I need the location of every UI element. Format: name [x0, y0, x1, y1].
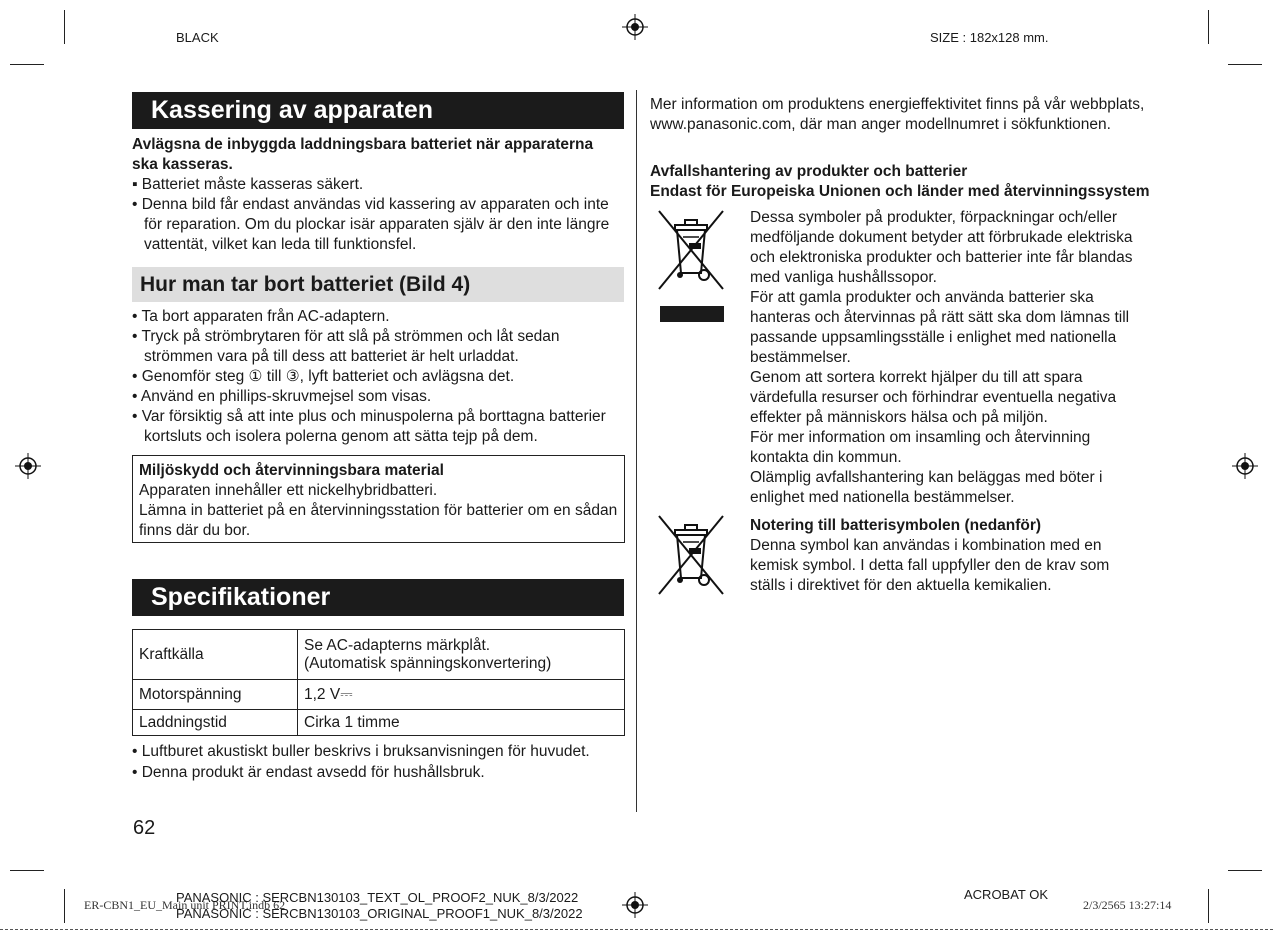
spec-bullet-1: • Luftburet akustiskt buller beskrivs i bruksanvisningen för huvudet.	[132, 743, 590, 760]
registration-mark-icon	[1232, 453, 1258, 479]
header-color-label: BLACK	[176, 30, 219, 45]
trim-line	[0, 929, 1273, 930]
header-size-label: SIZE : 182x128 mm.	[930, 30, 1049, 45]
table-row	[133, 710, 625, 736]
registration-mark-icon	[15, 453, 41, 479]
crop-mark	[1228, 64, 1262, 65]
crop-mark	[64, 10, 65, 44]
footer-proof-1: PANASONIC : SERCBN130103_TEXT_OL_PROOF2_NUK_8/3/2022	[176, 890, 579, 905]
crop-mark	[1208, 889, 1209, 923]
spec-table	[132, 629, 625, 736]
spec-value-line: Se AC-adapterns märkplåt.	[304, 636, 491, 654]
spec-value-line: (Automatisk spänningskonvertering)	[304, 654, 552, 672]
footer-file-info: ER-CBN1_EU_Main unit PRINT.indb 62	[84, 898, 286, 912]
spec-key: Laddningstid	[133, 710, 298, 736]
section-title-kassering: Kassering av apparaten	[132, 92, 624, 129]
avfall-text: Dessa symboler på produkter, förpackningar och/eller medföljande dokument betyder att förbrukade elektriska och elektroniska produkter och batterier inte får blandas med vanliga hushållssopor. För att gamla produkter och använda batterier ska hanteras och återvinnas på rätt sätt ska dom lämnas till passande uppsamlingsställe i enlighet med nationella bestämmelser. Genom att sortera korrekt hjälper du till att spara värdefulla resurser och förhindrar eventuella negativa effekter på människors hälsa och på miljön. För mer information om insamling och återvinning kontakta din kommun. Olämplig avfallshantering kan beläggas med böter i enlighet med nationella bestämmelser.	[750, 209, 1133, 506]
hur-bullet-2: • Tryck på strömbrytaren för att slå på strömmen och låt sedan strömmen vara på till dess att batteriet är helt urladdat.	[132, 328, 560, 365]
kassering-bullet-2: • Denna bild får endast användas vid kassering av apparaten och inte för reparation. Om du plockar isär apparaten själv är den inte längre vattentät, vilket kan leda till funktionsfel.	[132, 196, 610, 253]
spec-value: 1,2 V⎓	[298, 680, 625, 710]
hur-bullet-5: • Var försiktig så att inte plus och minuspolerna på borttagna batterier kortsluts och isolera polerna genom att sätta tejp på dem.	[132, 408, 606, 445]
crop-mark	[1228, 870, 1262, 871]
avfall-title-1: Avfallshantering av produkter och batterier	[650, 163, 968, 180]
crop-mark	[64, 889, 65, 923]
spec-value: Cirka 1 timme	[298, 710, 625, 736]
table-row	[133, 630, 625, 680]
hur-bullet-3: • Genomför steg ① till ③, lyft batteriet och avlägsna det.	[132, 368, 515, 385]
kassering-bullet-1: ▪ Batteriet måste kasseras säkert.	[132, 176, 364, 193]
column-divider	[636, 90, 637, 812]
spec-key: Kraftkälla	[133, 630, 298, 680]
spec-key: Motorspänning	[133, 680, 298, 710]
miljo-title: Miljöskydd och återvinningsbara material	[139, 462, 444, 479]
footer-proof-2: PANASONIC : SERCBN130103_ORIGINAL_PROOF1_NUK_8/3/2022	[176, 906, 583, 921]
registration-mark-icon	[622, 14, 648, 40]
miljo-line-1: Apparaten innehåller ett nickelhybridbatteri.	[139, 482, 438, 499]
kassering-lead: Avlägsna de inbyggda laddningsbara batteriet när apparaterna ska kasseras.	[132, 136, 594, 173]
section-title-spec: Specifikationer	[132, 579, 624, 616]
miljo-line-2: Lämna in batteriet på en återvinningsstation för batterier om en sådan finns där du bor.	[139, 502, 618, 539]
notering-title: Notering till batterisymbolen (nedanför)	[750, 517, 1042, 534]
section-title-hur: Hur man tar bort batteriet (Bild 4)	[132, 267, 624, 302]
hur-bullet-4: • Använd en phillips-skruvmejsel som visas.	[132, 388, 432, 405]
table-row	[133, 680, 625, 710]
crossed-bin-icon	[653, 207, 729, 293]
energy-intro: Mer information om produktens energieffektivitet finns på vår webbplats, www.panasonic.com, där man anger modellnumret i sökfunktionen.	[650, 96, 1145, 133]
footer-acrobat: ACROBAT OK	[964, 887, 1049, 902]
miljo-box	[132, 455, 625, 543]
hur-bullet-1: • Ta bort apparaten från AC-adaptern.	[132, 308, 390, 325]
spec-bullet-2: • Denna produkt är endast avsedd för hushållsbruk.	[132, 764, 485, 781]
registration-mark-icon	[622, 892, 648, 918]
black-bar-symbol	[660, 306, 724, 322]
notering-text: Denna symbol kan användas i kombination med en kemisk symbol. I detta fall uppfyller den de krav som ställs i direktivet för den aktuella kemikalien.	[750, 537, 1110, 594]
page-number: 62	[133, 817, 156, 839]
footer-datetime: 2/3/2565 13:27:14	[1083, 898, 1172, 912]
spec-value	[298, 630, 625, 680]
crop-mark	[10, 64, 44, 65]
avfall-title-2: Endast för Europeiska Unionen och länder med återvinningssystem	[650, 183, 1150, 200]
crop-mark	[10, 870, 44, 871]
crossed-bin-icon	[653, 512, 729, 598]
crop-mark	[1208, 10, 1209, 44]
